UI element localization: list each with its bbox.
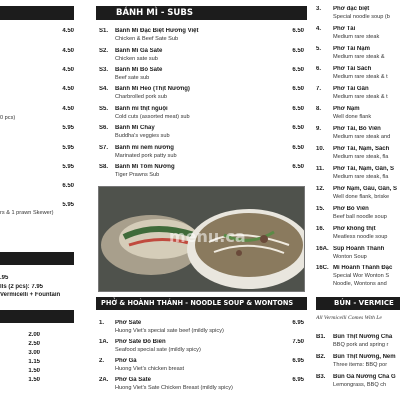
item-description: Medium rare steak & <box>333 54 385 60</box>
item-code: 2A. <box>99 377 109 383</box>
item-description: Tiger Prawns Sub <box>115 172 160 178</box>
item-description: Huong Viet's Sate Chicken Breast (mildly spicy) <box>115 385 233 391</box>
left-price-row <box>0 368 40 376</box>
left-price-row <box>0 28 74 36</box>
left-price-row <box>0 377 40 385</box>
price: 6.50 <box>62 183 74 189</box>
item-description: Beef sate sub <box>115 75 150 81</box>
item-code: S2. <box>99 48 109 54</box>
item-name: Phở Nạm <box>333 106 360 112</box>
left-price-row <box>0 332 40 340</box>
item-description: Charbrolled pork sub <box>115 94 167 100</box>
menu-item <box>99 106 304 122</box>
item-code: 8. <box>316 106 322 112</box>
item-name: Bún Gà Nướng Chả G <box>333 374 396 380</box>
item-description-continued: Noodle, Wontons and <box>333 281 387 287</box>
left-fragment <box>0 210 80 218</box>
left-price-row <box>0 67 74 75</box>
item-price: 6.50 <box>292 86 304 92</box>
item-description: Wonton Soup <box>333 254 367 260</box>
item-name: Phở Tái <box>333 26 356 32</box>
menu-item <box>316 354 400 370</box>
left-top-banner <box>0 6 74 20</box>
menu-item <box>99 358 304 374</box>
item-name: Phở Tái Sách <box>333 66 372 72</box>
menu-item <box>99 86 304 102</box>
item-description: Buddha's veggies sub <box>115 133 170 139</box>
price: 5.95 <box>62 202 74 208</box>
item-code: 15. <box>316 206 325 212</box>
menu-item <box>316 146 400 162</box>
item-price: 6.50 <box>292 125 304 131</box>
fragment-text: .95 <box>0 275 9 281</box>
item-price: 6.95 <box>292 377 304 383</box>
item-code: S8. <box>99 164 109 170</box>
item-description: Medium rare steak & t <box>333 94 388 100</box>
item-code: S4. <box>99 86 109 92</box>
menu-item <box>316 374 400 390</box>
price: 1.50 <box>28 368 40 374</box>
menu-item <box>316 86 400 102</box>
photo-watermark: menu.ca <box>169 227 246 246</box>
item-code: 4. <box>316 26 322 32</box>
item-description: Seafood special sate (mildly spicy) <box>115 347 201 353</box>
bun-header <box>316 297 400 310</box>
menu-item <box>99 28 304 44</box>
right-menu-column <box>314 0 400 400</box>
item-code: B3. <box>316 374 326 380</box>
item-name: Mì Hoành Thánh Đặc <box>333 265 393 271</box>
item-name: Phở Sate Đồ Biển <box>115 339 166 345</box>
item-description: Cold cuts (assorted meat) sub <box>115 114 190 120</box>
item-code: 1A. <box>99 339 109 345</box>
price: 5.95 <box>62 145 74 151</box>
menu-item <box>99 145 304 161</box>
item-name: Phở Tái Nạm <box>333 46 370 52</box>
item-description: Medium rare steak <box>333 34 380 40</box>
middle-menu-column <box>96 0 307 400</box>
item-description: Lemongrass, BBQ ch <box>333 382 387 388</box>
item-name: Bánh mì thịt nguội <box>115 106 168 112</box>
left-price-row <box>0 125 74 133</box>
left-price-row <box>0 48 74 56</box>
price: 1.15 <box>28 359 40 365</box>
price: 2.00 <box>28 332 40 338</box>
item-description: Chicken sate sub <box>115 56 158 62</box>
item-name: Phở Sate <box>115 320 142 326</box>
item-code: 6. <box>316 66 322 72</box>
left-fragment <box>0 292 80 300</box>
left-mid-banner <box>0 252 74 265</box>
item-name: Bánh mì nem nướng <box>115 145 174 151</box>
left-bottom-banner <box>0 310 74 323</box>
item-name: Phở Bò Viên <box>333 206 369 212</box>
price: 4.50 <box>62 86 74 92</box>
price: 5.95 <box>62 125 74 131</box>
item-name: Phở Nạm, Gầu, Gân, S <box>333 186 397 192</box>
price: 1.50 <box>28 377 40 383</box>
item-code: 12. <box>316 186 325 192</box>
left-price-row <box>0 359 40 367</box>
item-code: 9. <box>316 126 322 132</box>
item-description: Huong Viet's chicken breast <box>115 366 185 372</box>
item-description: Special noodle soup (b <box>333 14 390 20</box>
item-name: Phở Gà <box>115 358 137 364</box>
item-price: 7.50 <box>292 339 304 345</box>
item-code: 10. <box>316 146 325 152</box>
menu-item <box>316 126 400 142</box>
item-code: 1. <box>99 320 105 326</box>
item-name: Bún Thịt Nướng Chả <box>333 334 393 340</box>
menu-item <box>316 166 400 182</box>
left-price-row <box>0 341 40 349</box>
item-code: 5. <box>316 46 322 52</box>
menu-item <box>316 6 400 22</box>
left-price-row <box>0 106 74 114</box>
price: 4.50 <box>62 28 74 34</box>
item-code: S3. <box>99 67 109 73</box>
fragment-text: lls (2 pcs): 7.95 <box>0 284 44 290</box>
menu-item <box>99 164 304 180</box>
bun-title: BÚN - VERMICE <box>334 299 394 307</box>
menu-item <box>316 46 400 62</box>
price: 2.50 <box>28 341 40 347</box>
menu-item <box>99 125 304 141</box>
price: 5.95 <box>62 164 74 170</box>
item-code: B2. <box>316 354 326 360</box>
item-description: Huong Viet's special sate beef (mildly spicy) <box>115 328 224 334</box>
item-description: Well done flank <box>333 114 372 120</box>
item-description: Meatless noodle soup <box>333 234 388 240</box>
pho-title: PHỞ & HOÀNH THÁNH - NOODLE SOUP & WONTONS <box>101 299 294 307</box>
banh-mi-title: BÁNH MÌ - SUBS <box>116 8 193 18</box>
item-code: 16A. <box>316 246 329 252</box>
item-description: Chicken & Beef Sate Sub <box>115 36 179 42</box>
item-description: Medium rare steak, fla <box>333 174 389 180</box>
pho-header <box>96 297 307 310</box>
item-description: Marinated pork patty sub <box>115 153 177 159</box>
item-price: 6.50 <box>292 48 304 54</box>
menu-item <box>99 320 304 336</box>
left-menu-column <box>0 0 80 400</box>
item-description: Medium rare steak and <box>333 134 391 140</box>
item-name: Phở Tái, Bò Viên <box>333 126 381 132</box>
item-price: 6.50 <box>292 67 304 73</box>
menu-item <box>316 334 400 350</box>
left-price-row <box>0 145 74 153</box>
menu-item <box>99 377 304 393</box>
item-price: 6.95 <box>292 320 304 326</box>
menu-item <box>316 265 400 289</box>
item-name: Phở Tái Gân <box>333 86 369 92</box>
description: 0 pcs) <box>0 115 16 121</box>
item-code: 16. <box>316 226 325 232</box>
item-name: Bún Thịt Nướng, Nem <box>333 354 396 360</box>
item-name: Phở đặc biệt <box>333 6 370 12</box>
item-name: Phở Tái, Nạm, Gân, S <box>333 166 394 172</box>
menu-item <box>316 246 400 262</box>
item-description: Medium rare steak & t <box>333 74 388 80</box>
menu-item <box>99 48 304 64</box>
fragment-text: Vermicelli + Fountain <box>0 292 61 298</box>
menu-item <box>316 26 400 42</box>
bun-note <box>316 315 400 323</box>
item-price: 6.50 <box>292 28 304 34</box>
item-code: B1. <box>316 334 326 340</box>
item-name: Súp Hoành Thánh <box>333 246 385 252</box>
item-name: Bánh Mì Bò Sate <box>115 67 163 73</box>
menu-item <box>316 106 400 122</box>
left-price-row <box>0 202 74 210</box>
item-description: Medium rare steak, fla <box>333 154 389 160</box>
item-description: Beef ball noodle soup <box>333 214 387 220</box>
price: 4.50 <box>62 48 74 54</box>
price: 4.50 <box>62 106 74 112</box>
item-code: 11. <box>316 166 325 172</box>
food-photo <box>98 186 305 292</box>
bun-note-text: All Vermicelli Comes With Le <box>316 315 382 321</box>
item-description: Special Wor Wonton S <box>333 273 390 279</box>
price: 3.00 <box>28 350 40 356</box>
item-description: Three items: BBQ por <box>333 362 388 368</box>
item-code: 2. <box>99 358 105 364</box>
item-code: S7. <box>99 145 109 151</box>
menu-item <box>316 206 400 222</box>
left-price-row <box>0 183 74 191</box>
item-code: 16C. <box>316 265 329 271</box>
item-name: Bánh Mì Tôm Nướng <box>115 164 175 170</box>
left-fragment <box>0 284 80 292</box>
left-price-row <box>0 350 40 358</box>
price: 4.50 <box>62 67 74 73</box>
item-description: Well done flank, briske <box>333 194 390 200</box>
item-price: 6.50 <box>292 145 304 151</box>
left-fragment <box>0 115 74 123</box>
left-price-row <box>0 86 74 94</box>
item-name: Bánh Mì Chay <box>115 125 155 131</box>
menu-item <box>316 186 400 202</box>
item-description: BBQ pork and spring r <box>333 342 389 348</box>
item-name: Phở Tái, Nạm, Sách <box>333 146 390 152</box>
left-fragment <box>0 275 80 283</box>
description: rs & 1 prawn Skewer) <box>0 210 54 216</box>
item-code: 7. <box>316 86 322 92</box>
item-name: Phở không thịt <box>333 226 376 232</box>
left-price-row <box>0 164 74 172</box>
item-name: Bánh Mì Heo (Thịt Nướng) <box>115 86 190 92</box>
item-code: 3. <box>316 6 322 12</box>
item-name: Bánh Mì Gà Sate <box>115 48 163 54</box>
menu-item <box>99 339 304 355</box>
item-name: Bánh Mì Đặc Biệt Hương Việt <box>115 28 199 34</box>
item-price: 6.50 <box>292 106 304 112</box>
menu-item <box>99 67 304 83</box>
menu-item <box>316 66 400 82</box>
item-price: 6.95 <box>292 358 304 364</box>
item-code: S5. <box>99 106 109 112</box>
item-code: S1. <box>99 28 109 34</box>
item-price: 6.50 <box>292 164 304 170</box>
item-code: S6. <box>99 125 109 131</box>
banh-mi-header <box>96 6 307 20</box>
item-name: Phở Gà Sate <box>115 377 151 383</box>
menu-item <box>316 226 400 242</box>
